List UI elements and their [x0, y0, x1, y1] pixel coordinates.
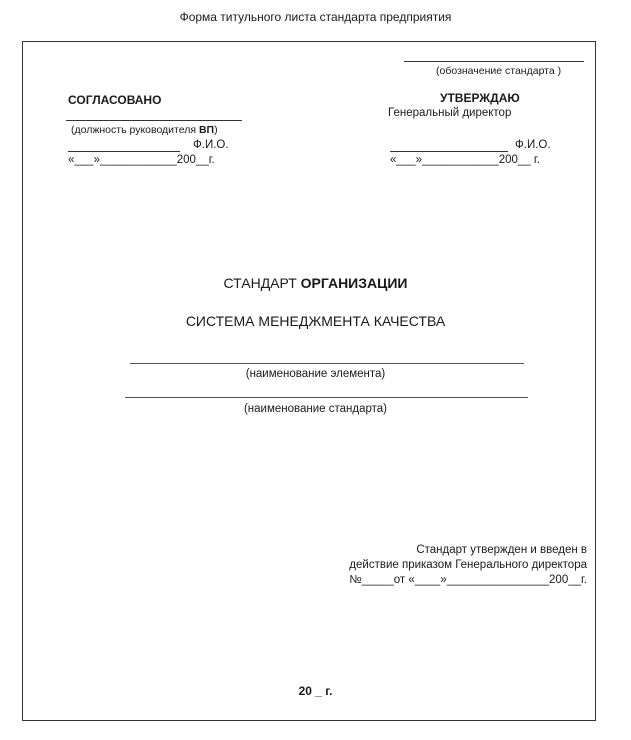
- standard-name-line: [125, 397, 528, 398]
- element-line: [130, 363, 524, 364]
- approve-heading: УТВЕРЖДАЮ: [440, 91, 520, 105]
- standard-name-label: (наименование стандарта): [243, 403, 388, 415]
- title-page-frame: [22, 41, 596, 721]
- order-note: [300, 543, 587, 588]
- approve-director-title: Генеральный директор: [388, 107, 512, 119]
- order-line-2: действие приказом Генерального директора: [349, 559, 587, 571]
- approve-date: «___»____________200__ г.: [390, 154, 540, 166]
- element-label: (наименование элемента): [245, 368, 386, 380]
- agreed-date: «___»____________200__г.: [68, 154, 215, 166]
- agreed-heading: СОГЛАСОВАНО: [68, 93, 162, 107]
- order-line-3: №_____от «____»________________200__г.: [349, 574, 587, 586]
- system-title: СИСТЕМА МЕНЕДЖМЕНТА КАЧЕСТВА: [185, 313, 446, 329]
- designation-line: [404, 61, 584, 62]
- agreed-signature-line: [68, 151, 180, 152]
- order-line-1: Стандарт утвержден и введен в: [416, 544, 587, 556]
- approve-fio: Ф.И.О.: [515, 139, 551, 151]
- footer-year: 20 _ г.: [298, 684, 333, 698]
- agreed-fio: Ф.И.О.: [193, 139, 229, 151]
- page-caption: Форма титульного листа стандарта предприятия: [179, 10, 452, 24]
- approve-signature-line: [390, 151, 508, 152]
- agreed-position-label: (должность руководителя ВП): [71, 124, 218, 136]
- agreed-position-line: [66, 120, 242, 121]
- standard-heading: СТАНДАРТ ОРГАНИЗАЦИИ: [223, 275, 408, 291]
- designation-label: (обозначение стандарта ): [436, 65, 562, 77]
